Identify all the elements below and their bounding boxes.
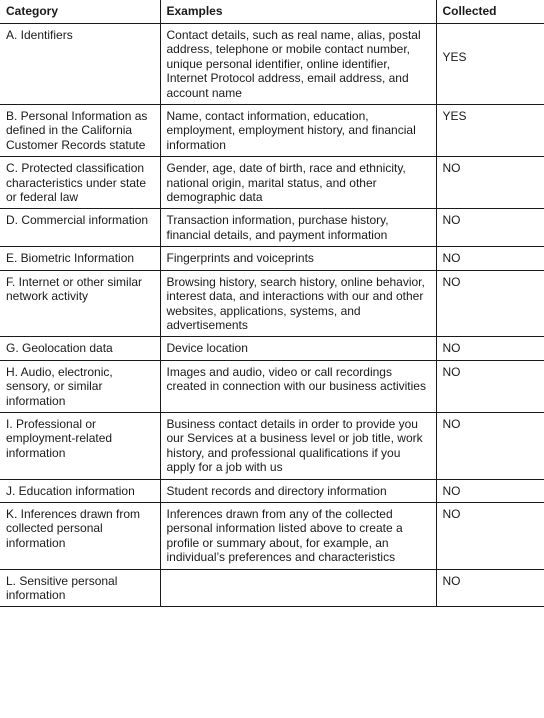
category-cell: A. Identifiers xyxy=(0,24,160,105)
collected-cell: NO xyxy=(436,412,544,479)
table-row xyxy=(0,337,544,360)
category-cell: G. Geolocation data xyxy=(0,337,160,360)
category-cell: F. Internet or other similar network activity xyxy=(0,270,160,337)
examples-cell xyxy=(160,569,436,607)
table-row xyxy=(0,105,544,157)
collected-column-header: Collected xyxy=(436,0,544,24)
table-row xyxy=(0,360,544,412)
collected-cell: NO xyxy=(436,157,544,209)
table-row xyxy=(0,569,544,607)
collected-cell: NO xyxy=(436,337,544,360)
table-row xyxy=(0,24,544,105)
collected-cell: NO xyxy=(436,270,544,337)
examples-cell: Fingerprints and voiceprints xyxy=(160,247,436,270)
category-cell: K. Inferences drawn from collected personal information xyxy=(0,502,160,569)
category-cell: L. Sensitive personal information xyxy=(0,569,160,607)
table-row xyxy=(0,479,544,502)
examples-cell: Images and audio, video or call recordings created in connection with our business activities xyxy=(160,360,436,412)
category-cell: C. Protected classification characteristics under state or federal law xyxy=(0,157,160,209)
category-cell: J. Education information xyxy=(0,479,160,502)
collected-cell: NO xyxy=(436,360,544,412)
collected-cell: NO xyxy=(436,569,544,607)
examples-cell: Business contact details in order to provide you our Services at a business level or job title, work history, and professional qualifications if you apply for a job with us xyxy=(160,412,436,479)
table-row xyxy=(0,412,544,479)
collected-cell: NO xyxy=(436,479,544,502)
collected-cell: NO xyxy=(436,502,544,569)
category-cell: H. Audio, electronic, sensory, or similar information xyxy=(0,360,160,412)
table-row xyxy=(0,270,544,337)
examples-cell: Gender, age, date of birth, race and ethnicity, national origin, marital status, and other demographic data xyxy=(160,157,436,209)
table-row xyxy=(0,209,544,247)
examples-cell: Contact details, such as real name, alias, postal address, telephone or mobile contact number, unique personal identifier, online identifier, Internet Protocol address, email address, and account name xyxy=(160,24,436,105)
examples-cell: Browsing history, search history, online behavior, interest data, and interactions with our and other websites, applications, systems, and advertisements xyxy=(160,270,436,337)
examples-cell: Device location xyxy=(160,337,436,360)
examples-cell: Student records and directory information xyxy=(160,479,436,502)
examples-cell: Transaction information, purchase history, financial details, and payment information xyxy=(160,209,436,247)
collected-cell: NO xyxy=(436,247,544,270)
table-header-row xyxy=(0,0,544,24)
category-cell: E. Biometric Information xyxy=(0,247,160,270)
collected-cell: YES xyxy=(436,105,544,157)
category-cell: B. Personal Information as defined in the California Customer Records statute xyxy=(0,105,160,157)
examples-cell: Inferences drawn from any of the collected personal information listed above to create a profile or summary about, for example, an individual’s preferences and characteristics xyxy=(160,502,436,569)
collected-cell: YES xyxy=(436,24,544,105)
examples-column-header: Examples xyxy=(160,0,436,24)
table-row xyxy=(0,157,544,209)
table-row xyxy=(0,247,544,270)
category-cell: D. Commercial information xyxy=(0,209,160,247)
category-column-header: Category xyxy=(0,0,160,24)
table-row xyxy=(0,502,544,569)
category-cell: I. Professional or employment-related information xyxy=(0,412,160,479)
examples-cell: Name, contact information, education, employment, employment history, and financial information xyxy=(160,105,436,157)
collected-cell: NO xyxy=(436,209,544,247)
